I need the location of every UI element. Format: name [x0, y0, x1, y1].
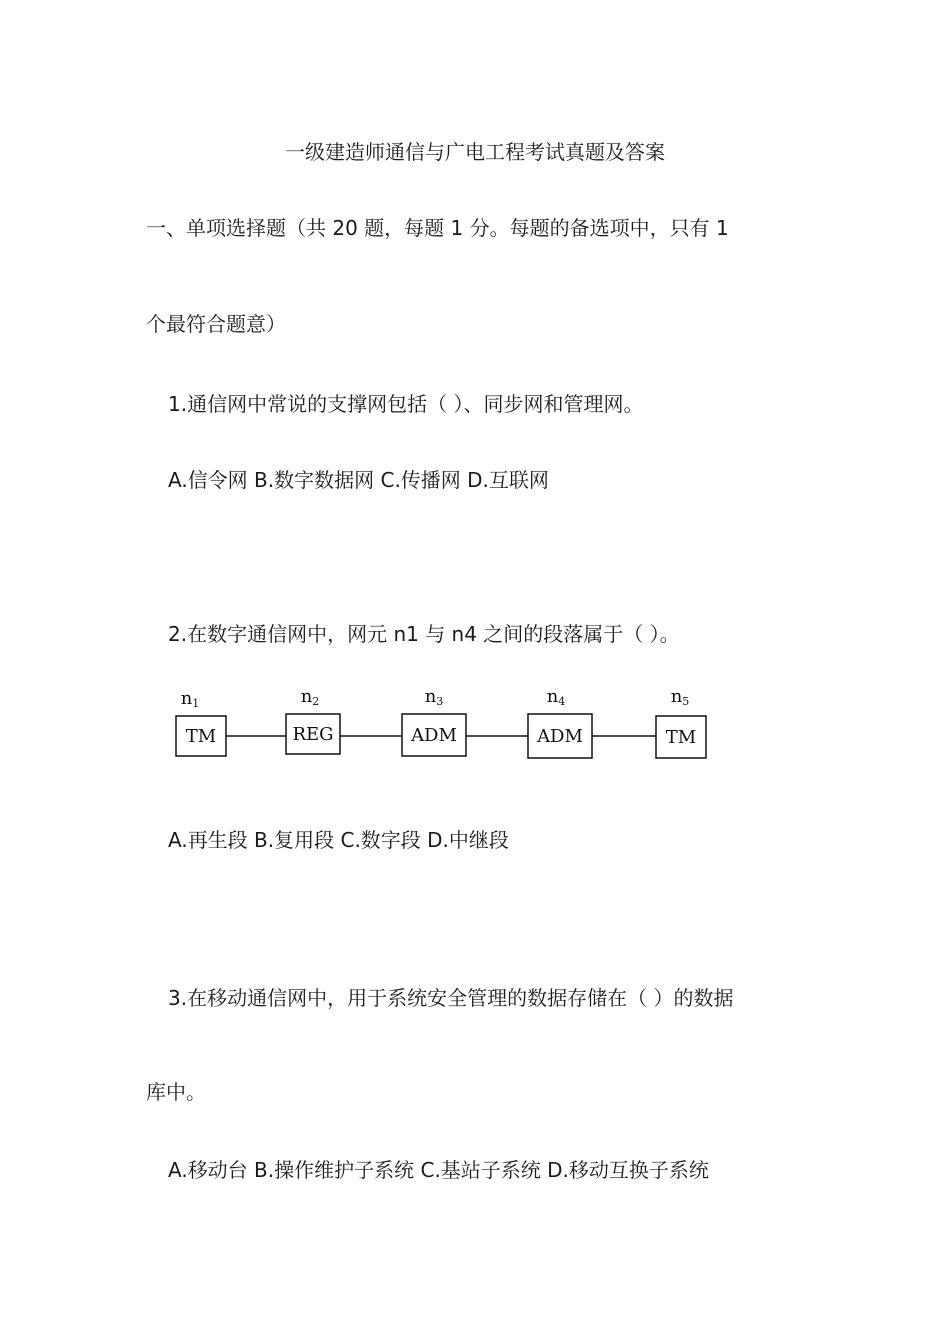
node-box-label-n1: TM	[185, 726, 217, 747]
question-3-stem-line-1: 3.在移动通信网中，用于系统安全管理的数据存储在（ ）的数据	[168, 986, 734, 1010]
node-box-label-n5: TM	[665, 727, 697, 748]
question-2-stem: 2.在数字通信网中，网元 n1 与 n4 之间的段落属于（ ）。	[168, 622, 680, 646]
node-n4	[528, 686, 592, 758]
question-1-options: A.信令网 B.数字数据网 C.传播网 D.互联网	[168, 468, 549, 492]
node-label-n4: n4	[546, 686, 566, 708]
section-heading-line-1: 一、单项选择题（共 20 题，每题 1 分。每题的备选项中，只有 1	[146, 216, 729, 240]
node-box-label-n4: ADM	[537, 726, 583, 747]
node-label-n2: n2	[300, 686, 320, 708]
node-box-label-n2: REG	[292, 724, 334, 745]
network-element-diagram	[150, 680, 730, 770]
node-label-n5: n5	[670, 686, 690, 708]
node-n3	[402, 686, 466, 756]
question-2-options: A.再生段 B.复用段 C.数字段 D.中继段	[168, 828, 509, 852]
node-n5	[656, 686, 706, 758]
node-label-n3: n3	[424, 686, 444, 708]
page-title: 一级建造师通信与广电工程考试真题及答案	[285, 140, 665, 164]
node-box-label-n3: ADM	[411, 725, 457, 746]
question-3-options: A.移动台 B.操作维护子系统 C.基站子系统 D.移动互换子系统	[168, 1158, 709, 1182]
question-1-stem: 1.通信网中常说的支撑网包括（ ）、同步网和管理网。	[168, 392, 644, 416]
section-heading-line-2: 个最符合题意）	[146, 312, 286, 336]
question-3-stem-line-2: 库中。	[146, 1080, 206, 1104]
node-label-n1: n1	[180, 688, 200, 710]
node-n2	[286, 686, 340, 754]
node-n1	[176, 688, 226, 756]
